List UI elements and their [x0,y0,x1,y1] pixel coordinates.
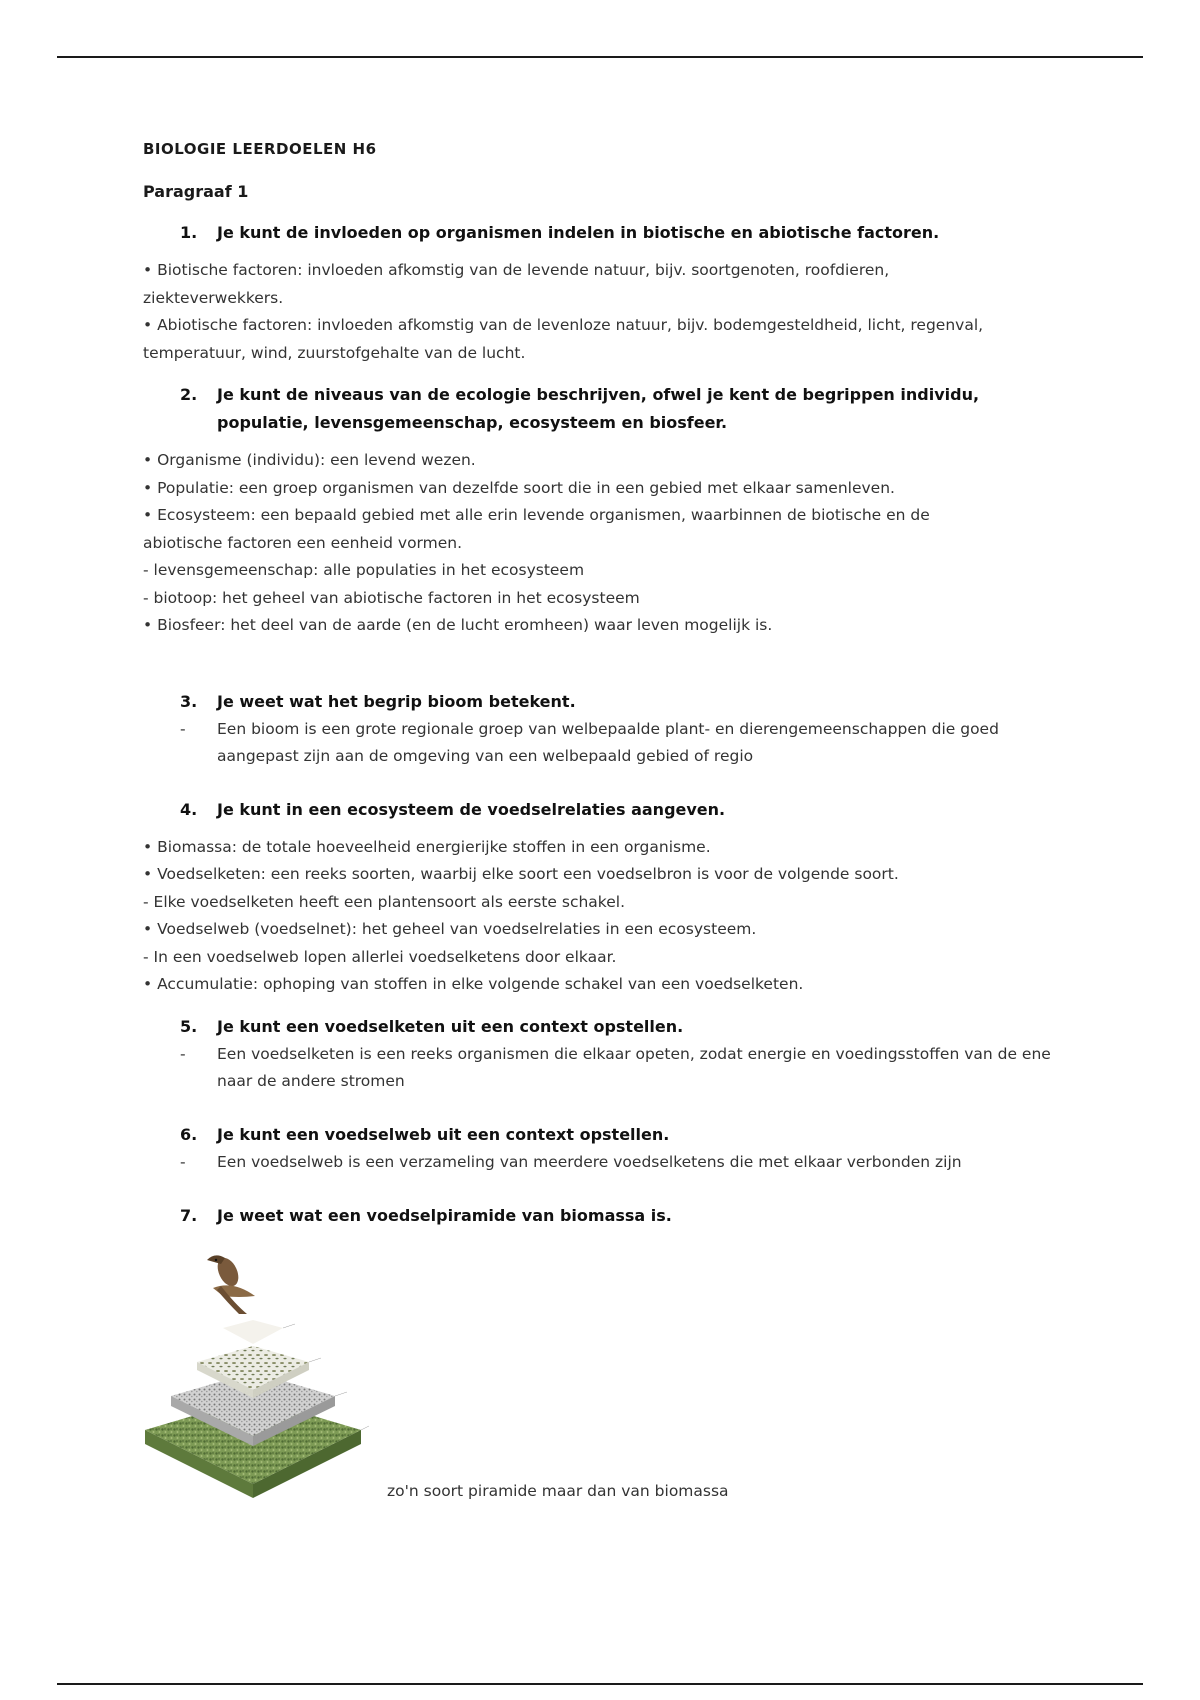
top-rule [57,56,1143,58]
goal-4-notes [143,834,1063,999]
note-line: temperatuur, wind, zuurstofgehalte van de lucht. [143,343,526,362]
pyramid-layer-top [223,1320,283,1344]
learning-goal-5 [143,1013,1063,1041]
learning-goal-6 [143,1121,1063,1149]
note-line: - In een voedselweb lopen allerlei voedselketens door elkaar. [143,947,617,966]
definition-text: Een bioom is een grote regionale groep van welbepaalde plant- en dierengemeenschappen die goed aangepast zijn aan de omgeving van een welbepaald gebied of regio [217,719,999,765]
note-line: abiotische factoren een eenheid vormen. [143,533,463,552]
goal-number: 4. [180,799,198,819]
goal-text: Je kunt in een ecosysteem de voedselrelaties aangeven. [217,799,726,819]
note-line: • Abiotische factoren: invloeden afkomstig van de levenloze natuur, bijv. bodemgesteldheid, licht, regenval, [143,316,984,334]
goal-text: Je weet wat het begrip bioom betekent. [217,691,576,711]
note-line: • Biosfeer: het deel van de aarde (en de lucht eromheen) waar leven mogelijk is. [143,616,773,634]
goal-text: Je kunt een voedselketen uit een context opstellen. [217,1016,684,1036]
pyramid-figure [143,1248,1063,1498]
goal-5-definition [143,1041,1063,1095]
note-line: • Biotische factoren: invloeden afkomstig van de levende natuur, bijv. soortgenoten, roofdieren, [143,261,890,279]
goal-number: 6. [180,1124,198,1144]
note-line: • Voedselketen: een reeks soorten, waarbij elke soort een voedselbron is voor de volgende soort. [143,865,899,883]
note-line: • Voedselweb (voedselnet): het geheel van voedselrelaties in een ecosysteem. [143,920,757,938]
goal-number: 1. [180,223,198,242]
learning-goal-2 [143,381,1063,437]
note-line: • Populatie: een groep organismen van dezelfde soort die in een gebied met elkaar samenleven. [143,478,895,497]
note-line: • Biomassa: de totale hoeveelheid energierijke stoffen in een organisme. [143,837,711,856]
learning-goal-7 [143,1202,1063,1230]
goal-6-definition [143,1149,1063,1176]
goal-1-notes [143,257,1063,367]
goal-text: Je kunt de invloeden op organismen indelen in biotische en abiotische factoren. [217,223,940,242]
goal-number: 2. [180,385,198,404]
goal-text: Je weet wat een voedselpiramide van biomassa is. [217,1205,672,1225]
dash-marker: - [180,719,186,738]
goal-number: 7. [180,1205,198,1225]
learning-goal-1 [143,219,1063,247]
document-body [143,140,1063,1498]
note-line: ziekteverwekkers. [143,288,284,307]
document-title: BIOLOGIE LEERDOELEN H6 [143,140,377,158]
figure-caption: zo'n soort piramide maar dan van biomassa [387,1481,729,1500]
paragraph-heading: Paragraaf 1 [143,182,249,201]
note-line: • Ecosysteem: een bepaald gebied met alle erin levende organismen, waarbinnen de biotische en de [143,506,930,524]
goal-number: 5. [180,1016,198,1036]
note-line: - levensgemeenschap: alle populaties in het ecosysteem [143,561,585,579]
goal-number: 3. [180,691,198,711]
goal-2-notes [143,447,1063,640]
note-line: - Elke voedselketen heeft een plantensoort als eerste schakel. [143,892,625,911]
goal-text: Je kunt een voedselweb uit een context opstellen. [217,1124,670,1144]
definition-text: Een voedselketen is een reeks organismen die elkaar opeten, zodat energie en voedingsstoffen van de ene naar de andere stromen [217,1044,1051,1090]
bottom-rule [57,1683,1143,1685]
learning-goal-3 [143,688,1063,716]
note-line: - biotoop: het geheel van abiotische factoren in het ecosysteem [143,588,640,607]
dash-marker: - [180,1044,186,1063]
goal-text: Je kunt de niveaus van de ecologie beschrijven, ofwel je kent de begrippen individu, populatie, levensgemeenschap, ecosysteem en biosfeer. [217,385,980,432]
note-line: • Accumulatie: ophoping van stoffen in elke volgende schakel van een voedselketen. [143,975,804,993]
bird-of-prey-icon [207,1254,255,1313]
definition-text: Een voedselweb is een verzameling van meerdere voedselketens die met elkaar verbonden zijn [217,1152,962,1171]
note-line: • Organisme (individu): een levend wezen. [143,451,476,469]
dash-marker: - [180,1152,186,1171]
learning-goal-4 [143,796,1063,824]
goal-3-definition [143,716,1063,770]
food-pyramid-image [143,1248,388,1498]
